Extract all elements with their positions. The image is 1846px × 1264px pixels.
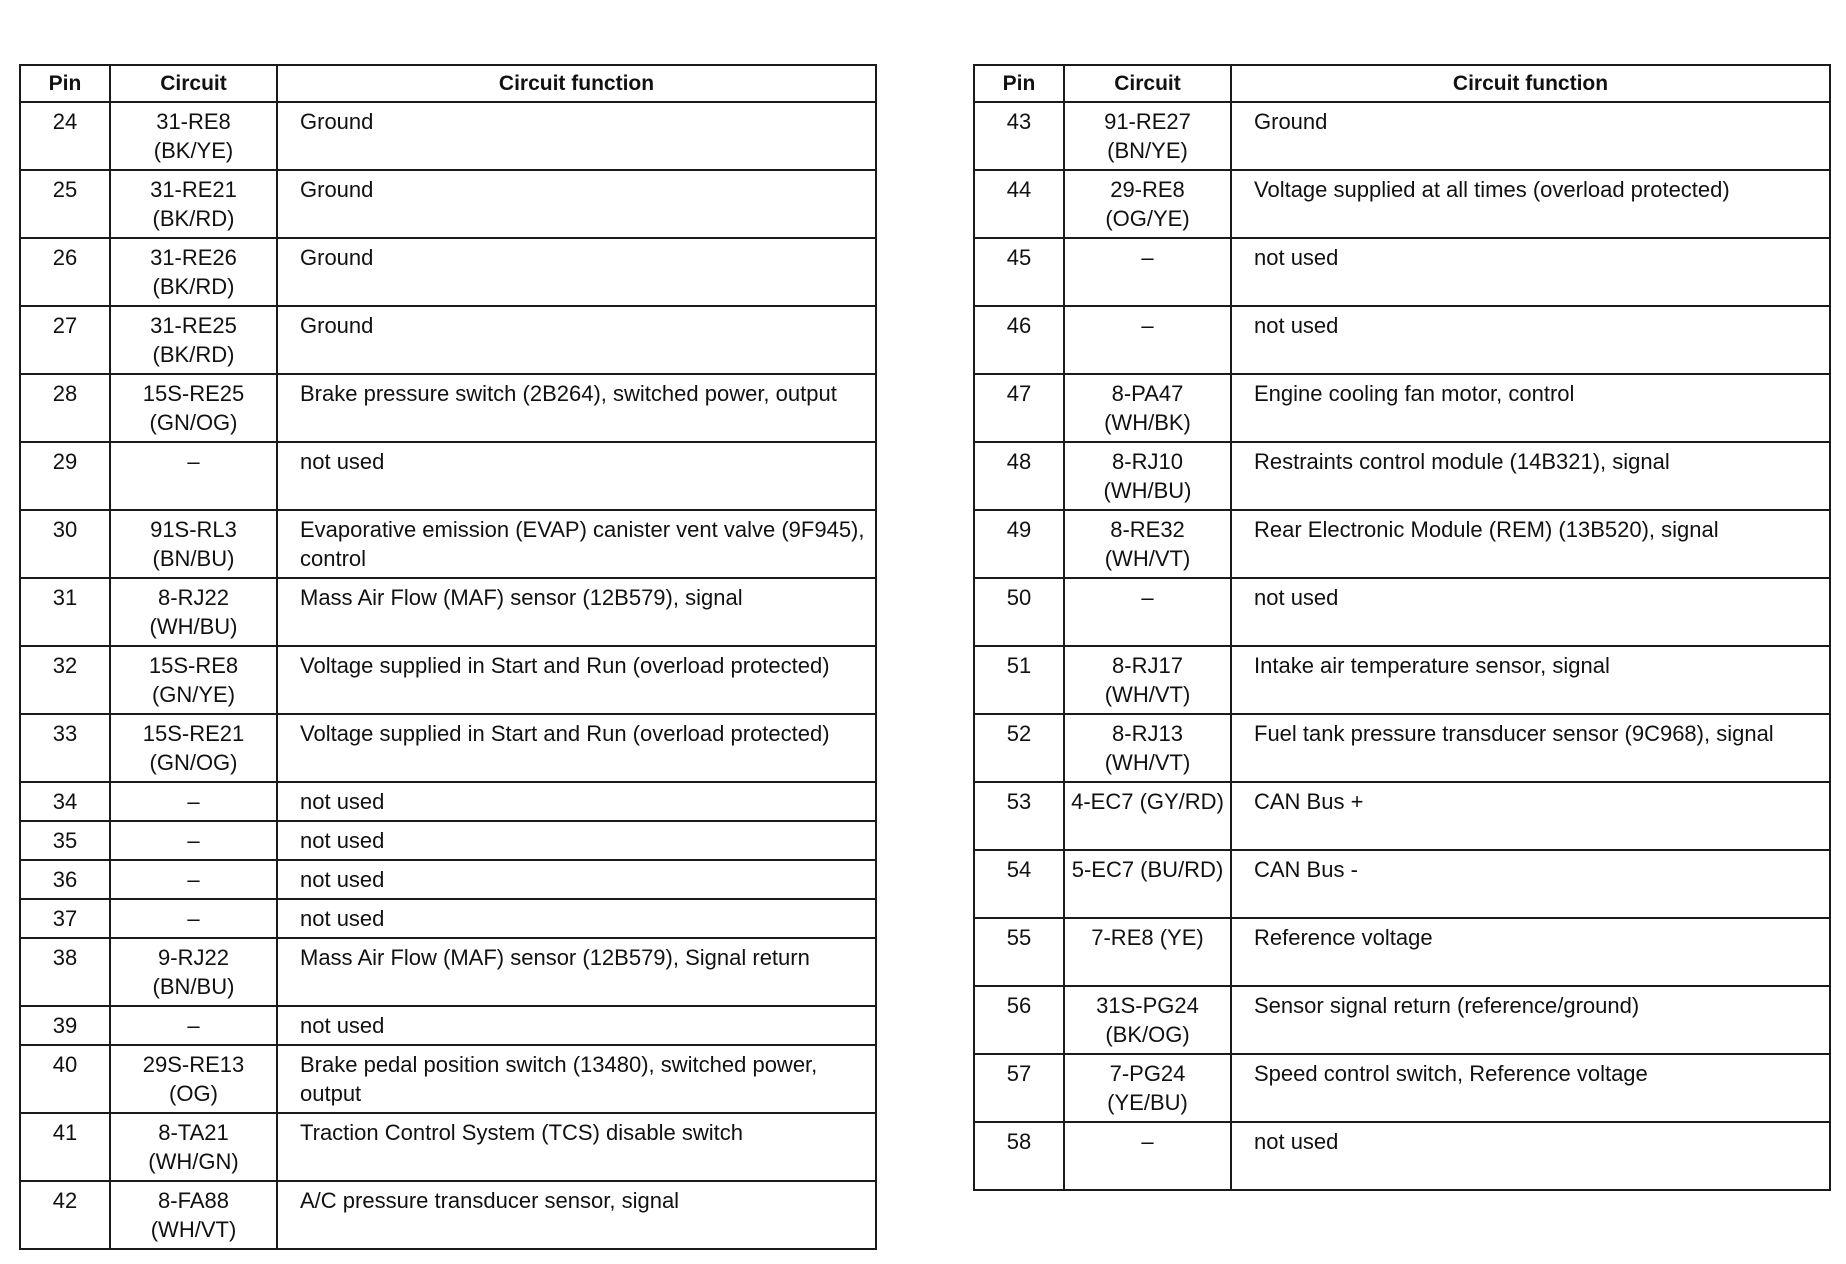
circuit-cell: 31-RE21 (BK/RD) [110,170,277,238]
pin-cell: 28 [20,374,110,442]
function-cell: Traction Control System (TCS) disable switch [277,1113,876,1181]
pin-row [20,238,876,306]
pin-row [20,938,876,1006]
pin-row [974,510,1830,578]
pin-row [20,821,876,860]
pin-cell: 27 [20,306,110,374]
pin-row [974,578,1830,646]
pin-row [20,782,876,821]
pin-row [20,1181,876,1249]
function-cell: not used [277,899,876,938]
function-cell: Engine cooling fan motor, control [1231,374,1830,442]
circuit-cell: 7-RE8 (YE) [1064,918,1231,986]
pin-row [974,646,1830,714]
pin-cell: 32 [20,646,110,714]
left-pin-table [19,64,877,1250]
circuit-cell: 7-PG24 (YE/BU) [1064,1054,1231,1122]
function-cell: not used [1231,306,1830,374]
pin-row [20,102,876,170]
circuit-header: Circuit [1064,65,1231,102]
header-row [974,65,1830,102]
pin-row [20,170,876,238]
function-cell: not used [277,1006,876,1045]
circuit-cell: – [1064,578,1231,646]
circuit-cell: 9-RJ22 (BN/BU) [110,938,277,1006]
function-cell: not used [277,442,876,510]
function-cell: Mass Air Flow (MAF) sensor (12B579), signal [277,578,876,646]
circuit-cell: 91S-RL3 (BN/BU) [110,510,277,578]
pin-row [20,1113,876,1181]
circuit-cell: 4-EC7 (GY/RD) [1064,782,1231,850]
function-cell: Ground [277,170,876,238]
pin-cell: 38 [20,938,110,1006]
circuit-cell: – [1064,238,1231,306]
pin-cell: 36 [20,860,110,899]
function-cell: Reference voltage [1231,918,1830,986]
pin-row [20,899,876,938]
header-row [20,65,876,102]
pin-cell: 42 [20,1181,110,1249]
pin-cell: 57 [974,1054,1064,1122]
pin-cell: 34 [20,782,110,821]
pin-row [974,306,1830,374]
pin-row [20,1006,876,1045]
function-cell: not used [1231,238,1830,306]
pin-cell: 55 [974,918,1064,986]
circuit-cell: 31-RE25 (BK/RD) [110,306,277,374]
function-cell: Sensor signal return (reference/ground) [1231,986,1830,1054]
circuit-cell: – [110,442,277,510]
circuit-cell: 15S-RE8 (GN/YE) [110,646,277,714]
pin-header: Pin [974,65,1064,102]
circuit-cell: 8-RE32 (WH/VT) [1064,510,1231,578]
circuit-cell: – [110,1006,277,1045]
pin-row [974,918,1830,986]
pin-row [20,646,876,714]
pin-row [20,1045,876,1113]
pin-row [974,238,1830,306]
pin-row [974,442,1830,510]
pin-cell: 53 [974,782,1064,850]
pin-cell: 30 [20,510,110,578]
circuit-cell: – [1064,1122,1231,1190]
function-cell: Ground [277,102,876,170]
pin-cell: 35 [20,821,110,860]
pin-row [974,850,1830,918]
function-cell: Mass Air Flow (MAF) sensor (12B579), Signal return [277,938,876,1006]
pin-row [974,170,1830,238]
circuit-cell: – [110,860,277,899]
pin-cell: 41 [20,1113,110,1181]
function-cell: Ground [277,306,876,374]
pin-row [20,860,876,899]
pin-cell: 33 [20,714,110,782]
circuit-cell: 29-RE8 (OG/YE) [1064,170,1231,238]
pin-header: Pin [20,65,110,102]
function-cell: Speed control switch, Reference voltage [1231,1054,1830,1122]
pin-cell: 25 [20,170,110,238]
pin-row [20,578,876,646]
circuit-cell: 31S-PG24 (BK/OG) [1064,986,1231,1054]
pin-cell: 51 [974,646,1064,714]
function-cell: Voltage supplied in Start and Run (overload protected) [277,714,876,782]
function-cell: Brake pedal position switch (13480), switched power, output [277,1045,876,1113]
pin-cell: 37 [20,899,110,938]
circuit-cell: 8-FA88 (WH/VT) [110,1181,277,1249]
circuit-cell: – [1064,306,1231,374]
circuit-cell: 8-PA47 (WH/BK) [1064,374,1231,442]
right-pin-table [973,64,1831,1191]
circuit-cell: – [110,782,277,821]
function-cell: CAN Bus - [1231,850,1830,918]
pin-cell: 50 [974,578,1064,646]
function-cell: Restraints control module (14B321), signal [1231,442,1830,510]
pin-row [974,1122,1830,1190]
function-header: Circuit function [1231,65,1830,102]
function-cell: Brake pressure switch (2B264), switched power, output [277,374,876,442]
pin-cell: 46 [974,306,1064,374]
pin-cell: 31 [20,578,110,646]
pin-row [20,442,876,510]
pin-cell: 45 [974,238,1064,306]
function-cell: not used [277,782,876,821]
function-cell: Rear Electronic Module (REM) (13B520), signal [1231,510,1830,578]
function-cell: not used [277,821,876,860]
pin-cell: 29 [20,442,110,510]
pin-cell: 47 [974,374,1064,442]
pin-cell: 58 [974,1122,1064,1190]
pin-cell: 24 [20,102,110,170]
pin-row [974,782,1830,850]
circuit-header: Circuit [110,65,277,102]
pin-cell: 56 [974,986,1064,1054]
circuit-cell: 31-RE26 (BK/RD) [110,238,277,306]
circuit-cell: 15S-RE25 (GN/OG) [110,374,277,442]
function-header: Circuit function [277,65,876,102]
circuit-cell: 8-TA21 (WH/GN) [110,1113,277,1181]
function-cell: Evaporative emission (EVAP) canister vent valve (9F945), control [277,510,876,578]
pin-cell: 48 [974,442,1064,510]
pin-row [974,1054,1830,1122]
function-cell: A/C pressure transducer sensor, signal [277,1181,876,1249]
pin-row [974,986,1830,1054]
function-cell: Voltage supplied at all times (overload protected) [1231,170,1830,238]
circuit-cell: 15S-RE21 (GN/OG) [110,714,277,782]
circuit-cell: 29S-RE13 (OG) [110,1045,277,1113]
pin-row [20,374,876,442]
function-cell: CAN Bus + [1231,782,1830,850]
circuit-cell: 8-RJ10 (WH/BU) [1064,442,1231,510]
circuit-cell: 8-RJ17 (WH/VT) [1064,646,1231,714]
function-cell: not used [1231,1122,1830,1190]
function-cell: not used [277,860,876,899]
circuit-cell: 5-EC7 (BU/RD) [1064,850,1231,918]
function-cell: Ground [1231,102,1830,170]
function-cell: Fuel tank pressure transducer sensor (9C968), signal [1231,714,1830,782]
circuit-cell: 8-RJ13 (WH/VT) [1064,714,1231,782]
pin-cell: 40 [20,1045,110,1113]
pin-row [20,510,876,578]
pin-cell: 39 [20,1006,110,1045]
circuit-cell: – [110,899,277,938]
circuit-cell: 31-RE8 (BK/YE) [110,102,277,170]
pin-row [974,374,1830,442]
circuit-cell: 91-RE27 (BN/YE) [1064,102,1231,170]
pin-row [20,714,876,782]
circuit-cell: 8-RJ22 (WH/BU) [110,578,277,646]
pin-cell: 26 [20,238,110,306]
pin-cell: 49 [974,510,1064,578]
function-cell: not used [1231,578,1830,646]
function-cell: Intake air temperature sensor, signal [1231,646,1830,714]
function-cell: Ground [277,238,876,306]
function-cell: Voltage supplied in Start and Run (overload protected) [277,646,876,714]
circuit-cell: – [110,821,277,860]
pin-row [974,714,1830,782]
pin-row [974,102,1830,170]
pin-cell: 54 [974,850,1064,918]
pin-cell: 44 [974,170,1064,238]
pin-row [20,306,876,374]
pin-cell: 52 [974,714,1064,782]
pin-cell: 43 [974,102,1064,170]
